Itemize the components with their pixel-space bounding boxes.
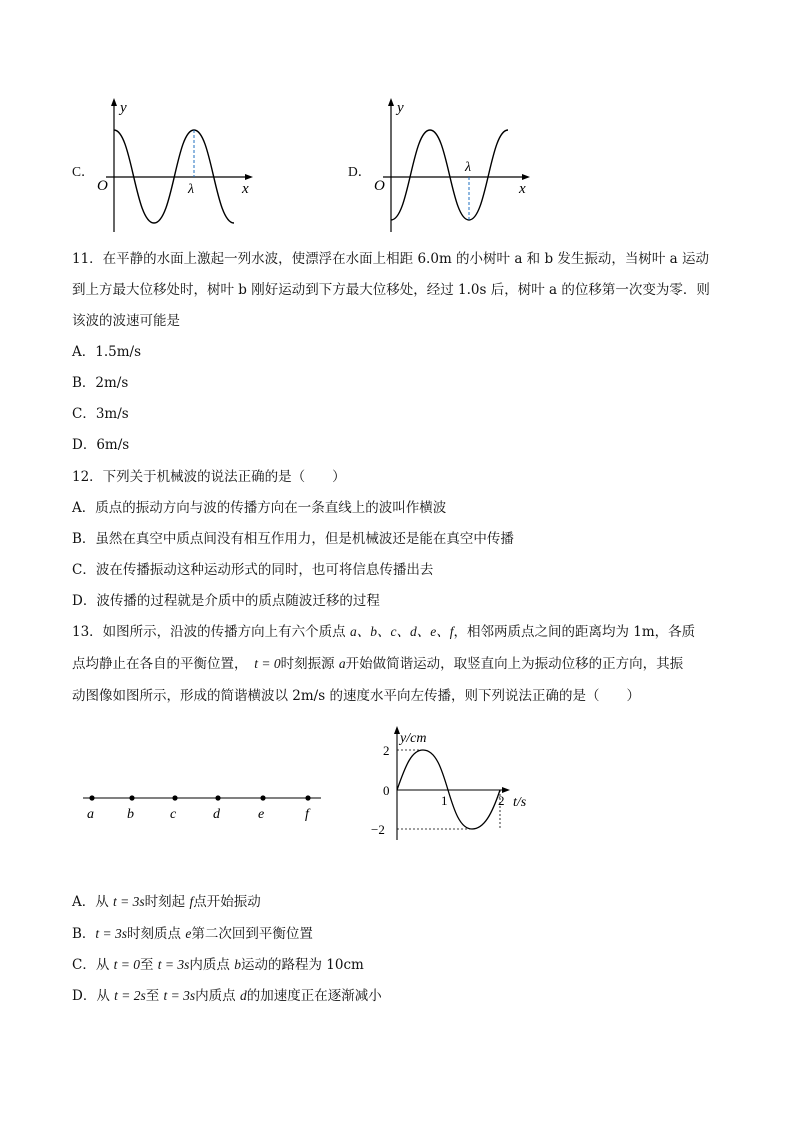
option-text: 的加速度正在逐渐减小	[246, 988, 382, 1004]
option-text: 内质点	[189, 957, 235, 973]
x-axis-arrow	[522, 174, 530, 180]
point-c-label: c	[170, 807, 177, 822]
time-expr: t = 3s	[157, 957, 190, 972]
point-d-dot	[215, 795, 220, 800]
q11-option-b: B．2m/s	[72, 375, 129, 391]
point-e-dot	[260, 795, 265, 800]
q13-text: 点均静止在各自的平衡位置，	[72, 656, 255, 672]
option-text: 第二次回到平衡位置	[191, 926, 313, 942]
point-b-label: b	[127, 807, 134, 822]
point-b-dot	[129, 795, 134, 800]
q13-time-var: t = 0	[254, 656, 281, 671]
t-tick-1: 1	[441, 793, 448, 808]
point-var: b	[234, 957, 241, 972]
option-text: 运动的路程为 10cm	[240, 957, 364, 973]
point-var: d	[239, 988, 247, 1003]
q13-stem-line-2	[72, 654, 683, 674]
q12-option-a: A．质点的振动方向与波的传播方向在一条直线上的波叫作横波	[72, 500, 447, 516]
option-c-wave-graph	[92, 92, 262, 237]
y-axis-label: y/cm	[400, 731, 427, 746]
q13-option-c	[72, 955, 364, 975]
time-expr: t = 3s	[95, 926, 128, 941]
option-c-label: C．	[72, 164, 95, 179]
option-text: 点开始振动	[193, 894, 261, 910]
point-e-label: e	[258, 807, 265, 822]
y-tick-0: 0	[383, 783, 390, 798]
y-axis-label: y	[397, 100, 404, 116]
option-text: 时刻质点	[127, 926, 186, 942]
point-f-label: f	[305, 807, 309, 822]
q13-option-a	[72, 892, 261, 912]
q11-stem-line-3: 该波的波速可能是	[72, 313, 180, 329]
q12-option-b: B．虽然在真空中质点间没有相互作用力，但是机械波还是能在真空中传播	[72, 531, 514, 547]
x-axis-label: x	[519, 181, 526, 197]
point-var: f	[189, 894, 194, 909]
q13-text: 时刻振源	[280, 656, 339, 672]
q12-stem: 12．下列关于机械波的说法正确的是（ ）	[72, 469, 346, 485]
time-expr: t = 3s	[113, 894, 145, 909]
q11-stem-line-2: 到上方最大位移处时，树叶 b 刚好运动到下方最大位移处，经过 1.0s 后，树叶 a 的位移第一次变为零．则	[72, 282, 710, 298]
q11-stem-line-1: 11．在平静的水面上激起一列水波，使漂浮在水面上相距 6.0m 的小树叶 a 和 b 发生振动，当树叶 a 运动	[72, 251, 710, 267]
q13-text: 13．如图所示，沿波的传播方向上有六个质点	[72, 624, 350, 640]
lambda-label: λ	[188, 182, 195, 197]
t-axis-label: t/s	[513, 795, 527, 810]
x-axis-arrow	[245, 174, 253, 180]
time-expr: t = 3s	[163, 988, 196, 1003]
y-tick-2: 2	[383, 743, 390, 758]
y-axis-arrow	[388, 98, 394, 106]
q11-option-a: A．1.5m/s	[72, 344, 141, 360]
q13-stem-line-1	[72, 622, 695, 642]
origin-label: O	[97, 178, 108, 194]
x-axis-label: x	[242, 181, 249, 197]
wave-curve	[391, 130, 508, 220]
point-a-dot	[89, 795, 94, 800]
lambda-label: λ	[465, 160, 472, 175]
q13-stem-line-3: 动图像如图所示，形成的简谐横波以 2m/s 的速度水平向左传播，则下列说法正确的是（ ）	[72, 688, 640, 704]
y-axis-arrow	[111, 98, 117, 106]
q13-particle-line	[78, 788, 328, 824]
q11-option-c: C．3m/s	[72, 406, 129, 422]
option-text: 至	[140, 957, 158, 973]
option-d-label: D．	[348, 164, 372, 179]
q13-source-point: a	[338, 656, 346, 671]
y-axis-label: y	[120, 100, 127, 116]
option-d-wave-graph	[369, 92, 539, 237]
option-text: B．	[72, 926, 96, 942]
option-text: 时刻起	[144, 894, 190, 910]
q13-text: 开始做简谐运动，取竖直向上为振动位移的正方向，其振	[345, 656, 684, 672]
option-text: D．从	[72, 988, 115, 1004]
point-c-dot	[172, 795, 177, 800]
q11-option-d: D．6m/s	[72, 437, 130, 453]
origin-label: O	[374, 178, 385, 194]
option-text: 至	[145, 988, 164, 1004]
option-text: A．从	[72, 894, 114, 910]
t-tick-2: 2	[498, 793, 505, 808]
q13-option-d	[72, 986, 382, 1006]
q13-text: ，相邻两质点之间的距离均为 1m，各质	[453, 624, 696, 640]
option-text: 内质点	[195, 988, 240, 1004]
q13-vibration-graph	[362, 722, 542, 844]
q13-points-list: a、b、c、d、e、f	[349, 624, 454, 639]
point-d-label: d	[213, 807, 220, 822]
point-f-dot	[305, 795, 310, 800]
time-expr: t = 0	[113, 957, 140, 972]
point-var: e	[185, 926, 192, 941]
y-tick-neg-2: −2	[371, 822, 385, 837]
option-text: C．从	[72, 957, 114, 973]
q12-option-d: D．波传播的过程就是介质中的质点随波迁移的过程	[72, 593, 380, 609]
time-expr: t = 2s	[114, 988, 146, 1003]
q12-option-c: C．波在传播振动这种运动形式的同时，也可将信息传播出去	[72, 562, 434, 578]
point-a-label: a	[87, 807, 94, 822]
q13-option-b	[72, 924, 313, 944]
